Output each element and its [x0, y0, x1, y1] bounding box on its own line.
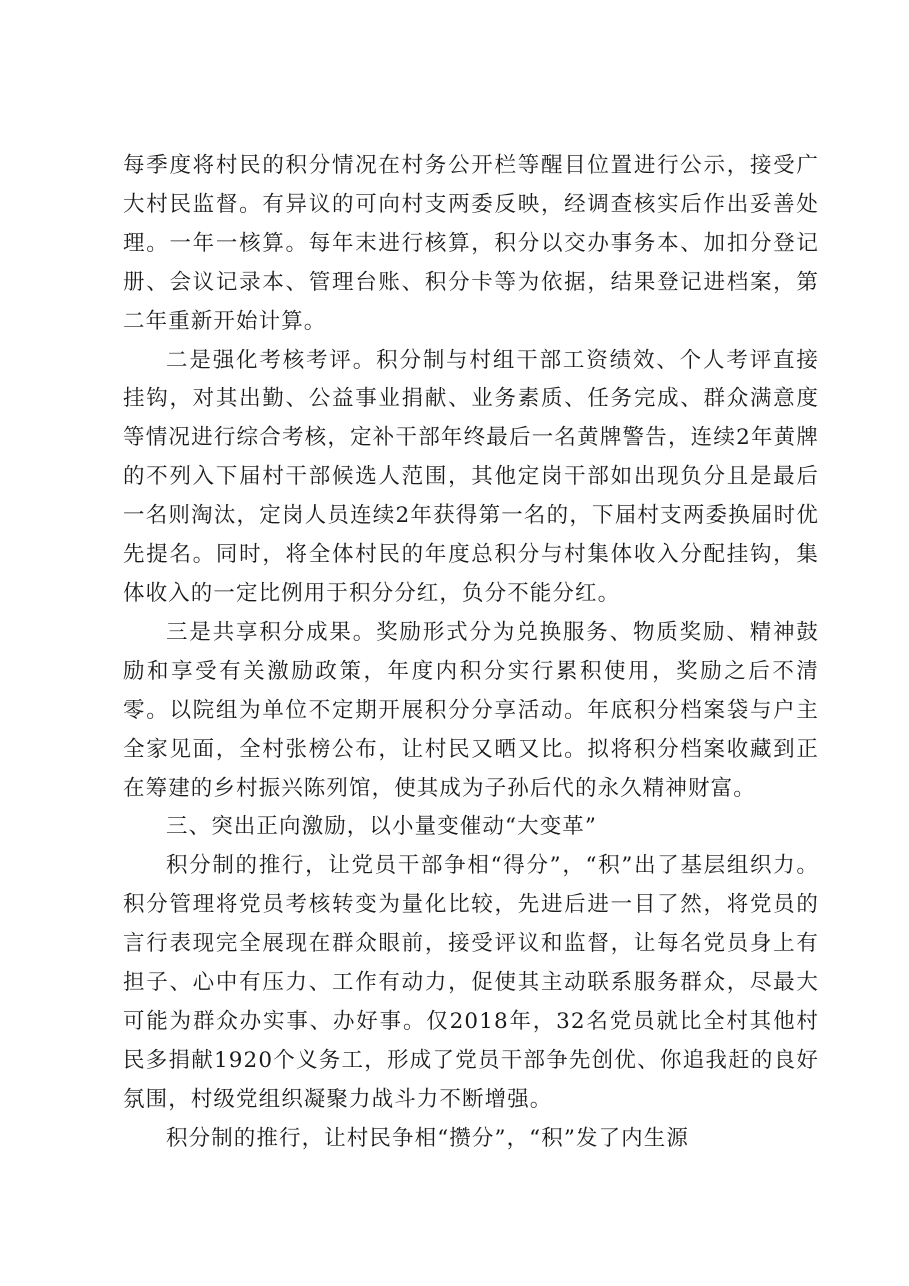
paragraph-public-notice: 每季度将村民的积分情况在村务公开栏等醒目位置进行公示，接受广大村民监督。有异议的可向村支两委反映，经调查核实后作出妥善处理。一年一核算。每年末进行核算，积分以交办事务本、加扣分登记册、会议记录本、管理台账、积分卡等为依据，结果登记进档案，第二年重新开始计算。	[123, 153, 819, 334]
paragraph-shared-results: 三是共享积分成果。奖励形式分为兑换服务、物质奖励、精神鼓励和享受有关激励政策，年度内积分实行累积使用，奖励之后不清零。以院组为单位不定期开展积分分享活动。年底积分档案袋与户主全家见面，全村张榜公布，让村民又晒又比。拟将积分档案收藏到正在筹建的乡村振兴陈列馆，使其成为子孙后代的永久精神财富。	[123, 619, 819, 801]
paragraph-assessment: 二是强化考核考评。积分制与村组干部工资绩效、个人考评直接挂钩，对其出勤、公益事业捐献、业务素质、任务完成、群众满意度等情况进行综合考核，定补干部年终最后一名黄牌警告，连续2年黄牌的不列入下届村干部候选人范围，其他定岗干部如出现负分且是最后一名则淘汰，定岗人员连续2年获得第一名的，下届村支两委换届时优先提名。同时，将全体村民的年度总积分与村集体收入分配挂钩，集体收入的一定比例用于积分分红，负分不能分红。	[123, 347, 819, 606]
section-heading-incentive: 三、突出正向激励，以小量变催动“大变革”	[166, 814, 597, 840]
paragraph-villagers: 积分制的推行，让村民争相“攒分”，“积”发了内生源	[166, 1125, 689, 1151]
document-body	[123, 147, 819, 1159]
paragraph-party-members: 积分制的推行，让党员干部争相“得分”，“积”出了基层组织力。积分管理将党员考核转变为量化比较，先进后进一目了然，将党员的言行表现完全展现在群众眼前，接受评议和监督，让每名党员身上有担子、心中有压力、工作有动力，促使其主动联系服务群众，尽最大可能为群众办实事、办好事。仅2018年，32名党员就比全村其他村民多捐献1920个义务工，形成了党员干部争先创优、你追我赶的良好氛围，村级党组织凝聚力战斗力不断增强。	[123, 853, 819, 1112]
